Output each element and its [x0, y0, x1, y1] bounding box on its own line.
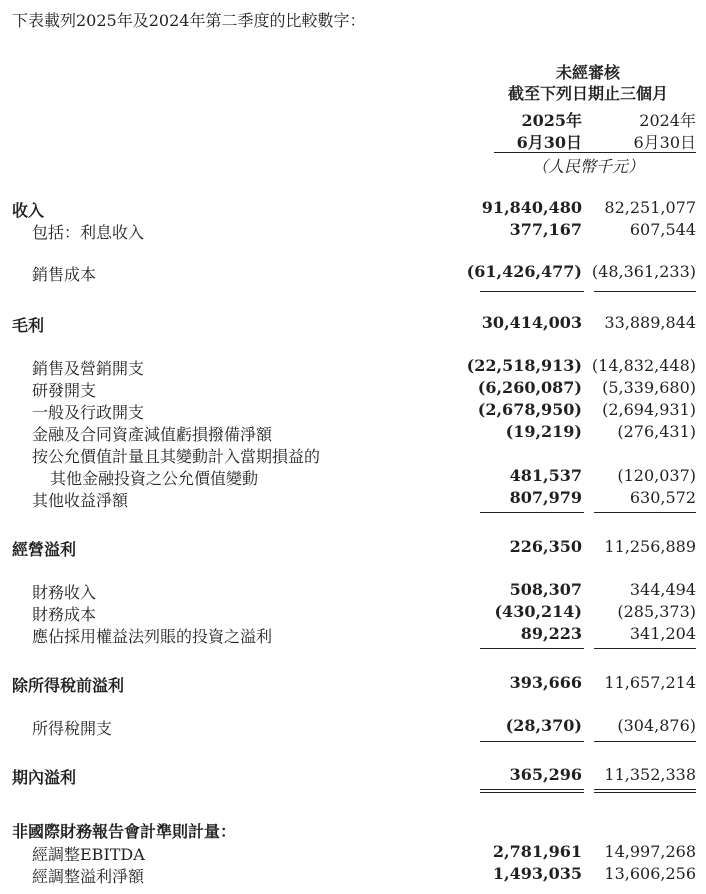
- table-row: [0, 356, 706, 378]
- row-label: 除所得稅前溢利: [12, 676, 125, 695]
- row-label: 經調整溢利淨額: [32, 867, 145, 886]
- table-row: [0, 602, 706, 624]
- value-2024: (276,431): [617, 422, 696, 441]
- table-row: [0, 819, 706, 841]
- intro-text: 下表載列2025年及2024年第二季度的比較數字：: [12, 11, 366, 30]
- subtotal-rule: [480, 741, 584, 742]
- value-2024: (285,373): [617, 602, 696, 621]
- row-label: 收入: [12, 201, 45, 220]
- table-row: [0, 765, 706, 787]
- subtotal-rule: [480, 648, 584, 649]
- row-label: 毛利: [12, 316, 45, 335]
- row-label: 銷售及營銷開支: [32, 359, 145, 378]
- value-2025: 226,350: [509, 537, 582, 556]
- value-2024: (2,694,931): [602, 400, 696, 419]
- table-row: [0, 842, 706, 864]
- table-row: [0, 313, 706, 335]
- table-row: [0, 444, 706, 466]
- row-label: 經調整EBITDA: [32, 845, 145, 864]
- value-2025: (2,678,950): [477, 400, 582, 419]
- table-row: [0, 624, 706, 646]
- table-row: [0, 400, 706, 422]
- value-2025: 508,307: [509, 580, 582, 599]
- row-label: 按公允價值計量且其變動計入當期損益的: [32, 447, 321, 466]
- table-row: [0, 537, 706, 559]
- total-double-rule: [594, 789, 696, 793]
- value-2025: (28,370): [505, 716, 582, 735]
- table-row: [0, 488, 706, 510]
- table-row: [0, 673, 706, 695]
- header-rule: [494, 152, 696, 153]
- header-col1-date: 6月30日: [516, 133, 582, 152]
- row-label: 包括：利息收入: [32, 223, 145, 242]
- value-2025: 89,223: [520, 624, 582, 643]
- value-2024: 82,251,077: [604, 198, 696, 217]
- subtotal-rule: [480, 512, 584, 513]
- header-col1-year: 2025年: [521, 111, 582, 130]
- table-row: [0, 716, 706, 738]
- table-row: [0, 864, 706, 886]
- value-2024: 607,544: [629, 220, 696, 239]
- value-2024: 13,606,256: [604, 864, 696, 883]
- value-2025: (19,219): [505, 422, 582, 441]
- row-label: 財務成本: [32, 605, 97, 624]
- value-2025: (6,260,087): [477, 378, 582, 397]
- value-2024: (5,339,680): [602, 378, 696, 397]
- value-2025: 1,493,035: [492, 864, 582, 883]
- value-2024: (304,876): [617, 716, 696, 735]
- row-label: 財務收入: [32, 583, 97, 602]
- header-period: 截至下列日期止三個月: [507, 84, 668, 103]
- subtotal-rule: [594, 512, 696, 513]
- row-label: 研發開支: [32, 381, 97, 400]
- header-unaudited: 未經審核: [555, 63, 620, 82]
- table-row: [0, 580, 706, 602]
- value-2024: 11,256,889: [604, 537, 696, 556]
- table-row: [0, 466, 706, 488]
- value-2025: 365,296: [509, 765, 582, 784]
- row-label: 經營溢利: [12, 540, 77, 559]
- value-2024: 341,204: [629, 624, 696, 643]
- row-label: 一般及行政開支: [32, 403, 145, 422]
- table-row: [0, 262, 706, 284]
- value-2024: (48,361,233): [591, 262, 696, 281]
- table-row: [0, 378, 706, 400]
- row-label: 非國際財務報告會計準則計量：: [12, 822, 237, 841]
- table-row: [0, 220, 706, 242]
- value-2025: 2,781,961: [492, 842, 582, 861]
- value-2025: 91,840,480: [481, 198, 582, 217]
- table-row: [0, 198, 706, 220]
- row-label: 期內溢利: [12, 768, 77, 787]
- value-2025: 393,666: [509, 673, 582, 692]
- row-label: 其他金融投資之公允價值變動: [50, 469, 259, 488]
- subtotal-rule: [594, 291, 696, 292]
- value-2024: 630,572: [629, 488, 696, 507]
- row-label: 銷售成本: [32, 265, 97, 284]
- value-2024: 33,889,844: [604, 313, 696, 332]
- unit-label: （人民幣千元）: [531, 157, 644, 176]
- value-2025: 807,979: [509, 488, 582, 507]
- value-2025: 481,537: [509, 466, 582, 485]
- value-2024: (120,037): [617, 466, 696, 485]
- value-2024: 14,997,268: [604, 842, 696, 861]
- row-label: 所得稅開支: [32, 719, 113, 738]
- subtotal-rule: [480, 291, 584, 292]
- row-label: 應佔採用權益法列賬的投資之溢利: [32, 627, 273, 646]
- value-2024: 11,352,338: [604, 765, 696, 784]
- row-label: 其他收益淨額: [32, 491, 129, 510]
- value-2025: (22,518,913): [466, 356, 582, 375]
- value-2025: (61,426,477): [466, 262, 582, 281]
- value-2024: 11,657,214: [604, 673, 696, 692]
- header-col2-year: 2024年: [639, 111, 696, 130]
- header-col2-date: 6月30日: [633, 133, 696, 152]
- table-row: [0, 422, 706, 444]
- value-2025: 30,414,003: [481, 313, 582, 332]
- subtotal-rule: [594, 741, 696, 742]
- value-2024: 344,494: [629, 580, 696, 599]
- total-double-rule: [480, 789, 584, 793]
- value-2024: (14,832,448): [591, 356, 696, 375]
- value-2025: (430,214): [494, 602, 582, 621]
- subtotal-rule: [594, 648, 696, 649]
- row-label: 金融及合同資產減值虧損撥備淨額: [32, 425, 273, 444]
- value-2025: 377,167: [509, 220, 582, 239]
